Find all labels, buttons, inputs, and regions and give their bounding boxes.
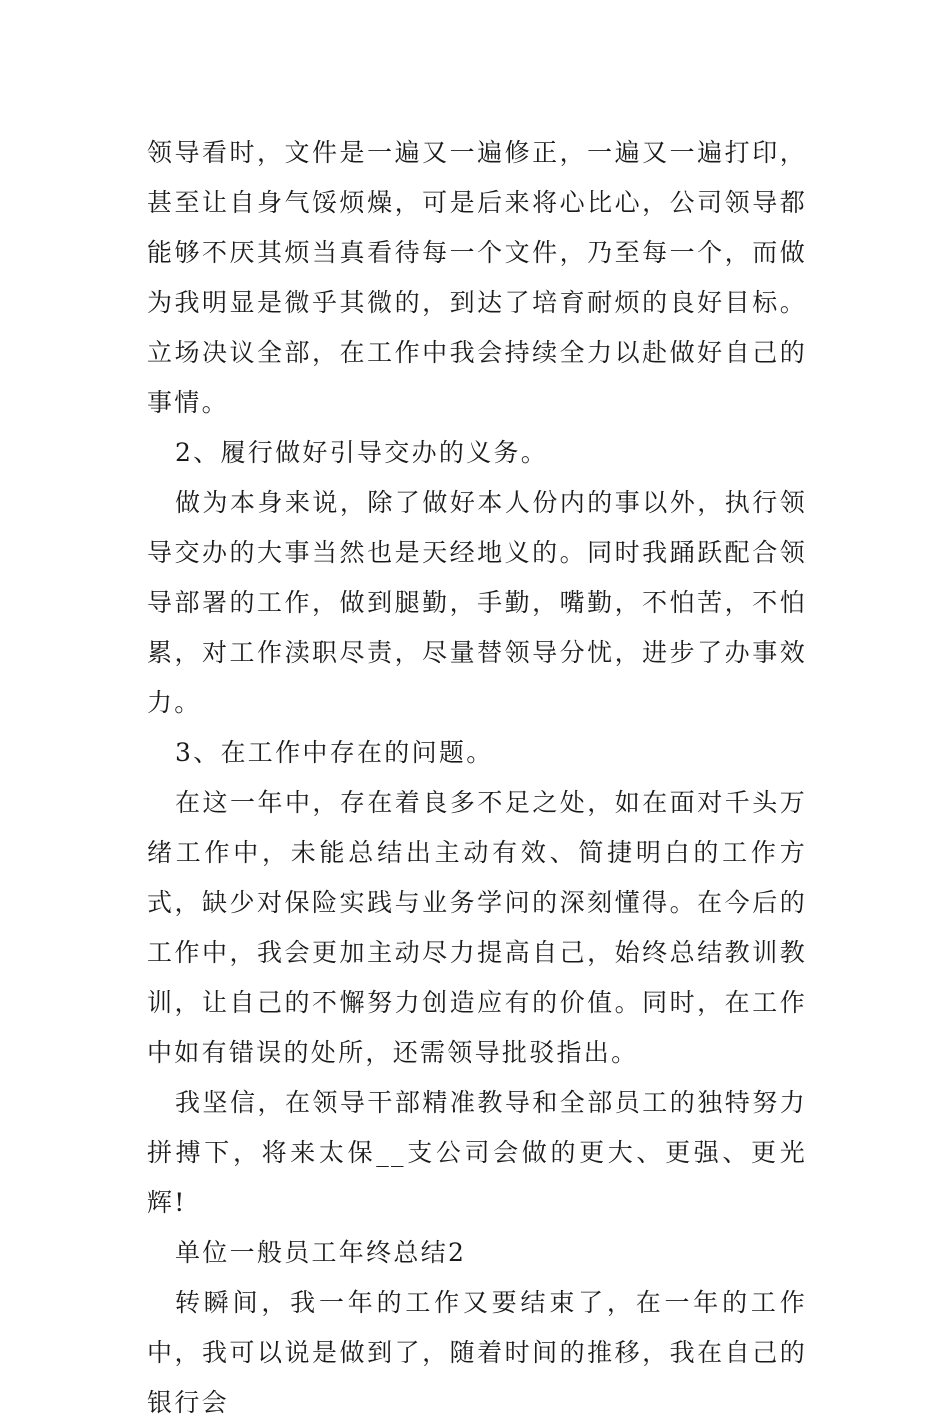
document-body (147, 128, 807, 1428)
paragraph-duties: 做为本身来说，除了做好本人份内的事以外，执行领导交办的大事当然也是天经地义的。同时我踊跃配合领导部署的工作，做到腿勤，手勤，嘴勤，不怕苦，不怕累，对工作渎职尽责，尽量替领导分忧，进步了办事效力。 (147, 488, 807, 717)
section-heading-2: 2、履行做好引导交办的义务。 (175, 438, 549, 467)
paragraph-conclusion: 我坚信，在领导干部精准教导和全部员工的独特努力拼搏下，将来太保__支公司会做的更大、更强、更光辉! (147, 1088, 807, 1217)
section-heading-3: 3、在工作中存在的问题。 (175, 738, 494, 767)
paragraph-continuation: 领导看时，文件是一遍又一遍修正，一遍又一遍打印，甚至让自身气馁烦燥，可是后来将心比心，公司领导都能够不厌其烦当真看待每一个文件，乃至每一个，而做为我明显是微乎其微的，到达了培育耐烦的良好目标。立场决议全部，在工作中我会持续全力以赴做好自己的事情。 (147, 138, 807, 417)
paragraph-problems: 在这一年中，存在着良多不足之处，如在面对千头万绪工作中，未能总结出主动有效、简捷明白的工作方式，缺少对保险实践与业务学问的深刻懂得。在今后的工作中，我会更加主动尽力提高自己，始终总结教训教训，让自己的不懈努力创造应有的价值。同时，在工作中如有错误的处所，还需领导批驳指出。 (147, 788, 807, 1067)
paragraph-summary-2-intro: 转瞬间，我一年的工作又要结束了，在一年的工作中，我可以说是做到了，随着时间的推移，我在自己的银行会 (147, 1288, 807, 1417)
document-subtitle: 单位一般员工年终总结2 (175, 1238, 467, 1267)
